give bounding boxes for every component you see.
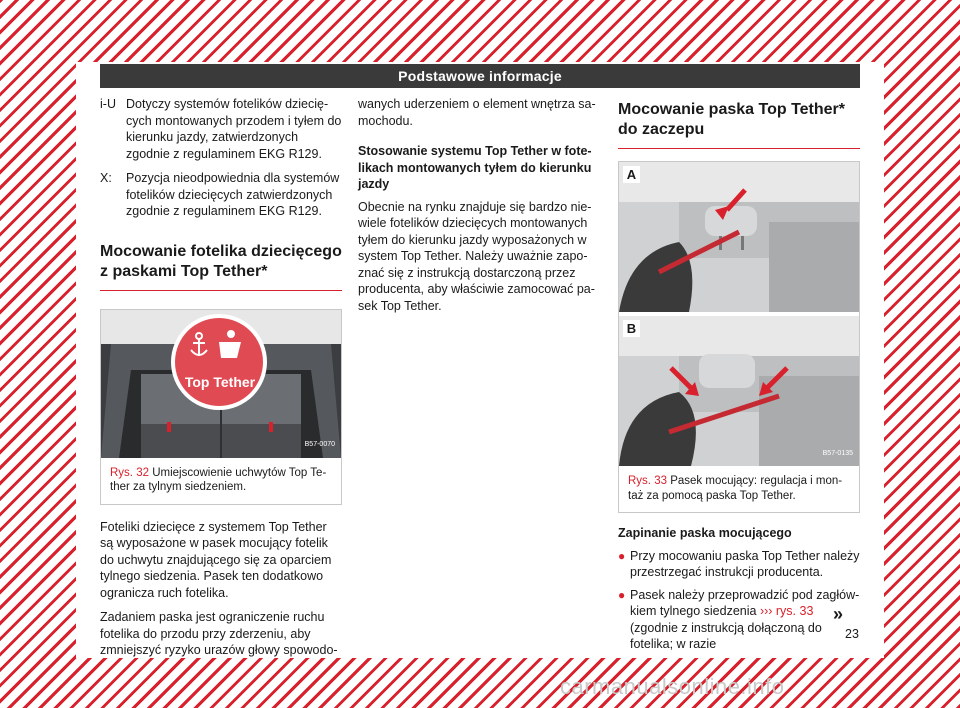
section-title-anchor: Mocowanie paska Top Tether* do zaczepu bbox=[618, 100, 860, 149]
top-tether-badge-text: Top Tether bbox=[184, 373, 256, 390]
bullet-icon: ● bbox=[618, 548, 626, 563]
sub-heading-rear-facing: Stosowanie systemu Top Tether w fote-likach montowanych tyłem do kierunku jazdy bbox=[358, 144, 592, 191]
definition-desc: Dotyczy systemów fotelików dziecię-cych montowanych przodem i tyłem do kierunku jazdy, zatwierdzonych zgodnie z regulaminem EKG R129. bbox=[126, 97, 342, 161]
definition-row bbox=[100, 96, 342, 162]
list-item-text-part: (zgodnie z instrukcją dołączoną do fotelika; w razie bbox=[630, 620, 822, 651]
list-item-text-part: Pasek należy przeprowadzić pod zagłów-kiem tylnego siedzenia bbox=[630, 587, 860, 618]
column-1 bbox=[100, 96, 342, 667]
watermark: carmanualsonline.info bbox=[560, 674, 785, 699]
list-item bbox=[618, 587, 860, 653]
definition-desc: Pozycja nieodpowiednia dla systemów fotelików dziecięcych zatwierdzonych zgodnie z regulaminem EKG R129. bbox=[126, 171, 340, 218]
paragraph: Zadaniem paska jest ograniczenie ruchu fotelika do przodu przy zderzeniu, aby zmniejszyć ryzyko urazów głowy spowodo- bbox=[100, 610, 338, 657]
section-title-top-tether: Mocowanie fotelika dziecięcego z paskami Top Tether* bbox=[100, 242, 342, 291]
sub-heading-fastening: Zapinanie paska mocującego bbox=[618, 526, 792, 540]
definition-term: i-U bbox=[100, 97, 116, 111]
figure-caption bbox=[619, 466, 859, 512]
trunk-image bbox=[101, 310, 341, 458]
figure-label: Rys. 33 bbox=[628, 475, 667, 487]
page-header: Podstawowe informacje bbox=[100, 64, 860, 88]
tether-images bbox=[619, 162, 859, 466]
definition-term: X: bbox=[100, 171, 112, 185]
panel-label-a: A bbox=[623, 166, 640, 183]
paragraph: Foteliki dziecięce z systemem Top Tether są wyposażone w pasek mocujący fotelik do uchwytu znajdującego się za oparciem tylnego siedzenia. Pasek ten dodatkowo ogranicza ruch fotelika. bbox=[100, 519, 332, 600]
definition-row bbox=[100, 170, 342, 220]
column-3 bbox=[618, 96, 860, 659]
list-item-text bbox=[630, 587, 860, 653]
paragraph: wanych uderzeniem o element wnętrza sa-mochodu. bbox=[358, 97, 596, 128]
list-item-text: Przy mocowaniu paska Top Tether należy przestrzegać instrukcji producenta. bbox=[630, 548, 860, 579]
image-code: B57-0135 bbox=[822, 449, 853, 457]
figure-caption-text: Umiejscowienie uchwytów Top Te-ther za tylnym siedzeniem. bbox=[110, 466, 327, 493]
figure-label: Rys. 32 bbox=[110, 466, 149, 479]
figure-reference-link[interactable]: ››› rys. 33 bbox=[759, 604, 814, 618]
page-number: 23 bbox=[845, 627, 859, 641]
panel-label-b: B bbox=[623, 320, 640, 337]
column-2 bbox=[358, 96, 602, 322]
image-code: B57-0070 bbox=[304, 441, 335, 448]
bullet-icon: ● bbox=[618, 587, 626, 602]
figure-32 bbox=[100, 309, 342, 505]
list-item bbox=[618, 548, 860, 581]
tether-illustration bbox=[619, 162, 859, 466]
continue-mark: » bbox=[833, 604, 844, 624]
figure-caption-text: Pasek mocujący: regulacja i mon-taż za pomocą paska Top Tether. bbox=[628, 475, 843, 502]
figure-caption bbox=[101, 458, 341, 504]
paragraph: Obecnie na rynku znajduje się bardzo nie-wiele fotelików dziecięcych montowanych tyłem do kierunku jazdy wyposażonych w system Top Tether. Należy uważnie zapo-znać się z instrukcją dostarczoną przez producenta, aby właściwie zamocować pa-sek Top Tether. bbox=[358, 199, 595, 313]
figure-33 bbox=[618, 161, 860, 513]
